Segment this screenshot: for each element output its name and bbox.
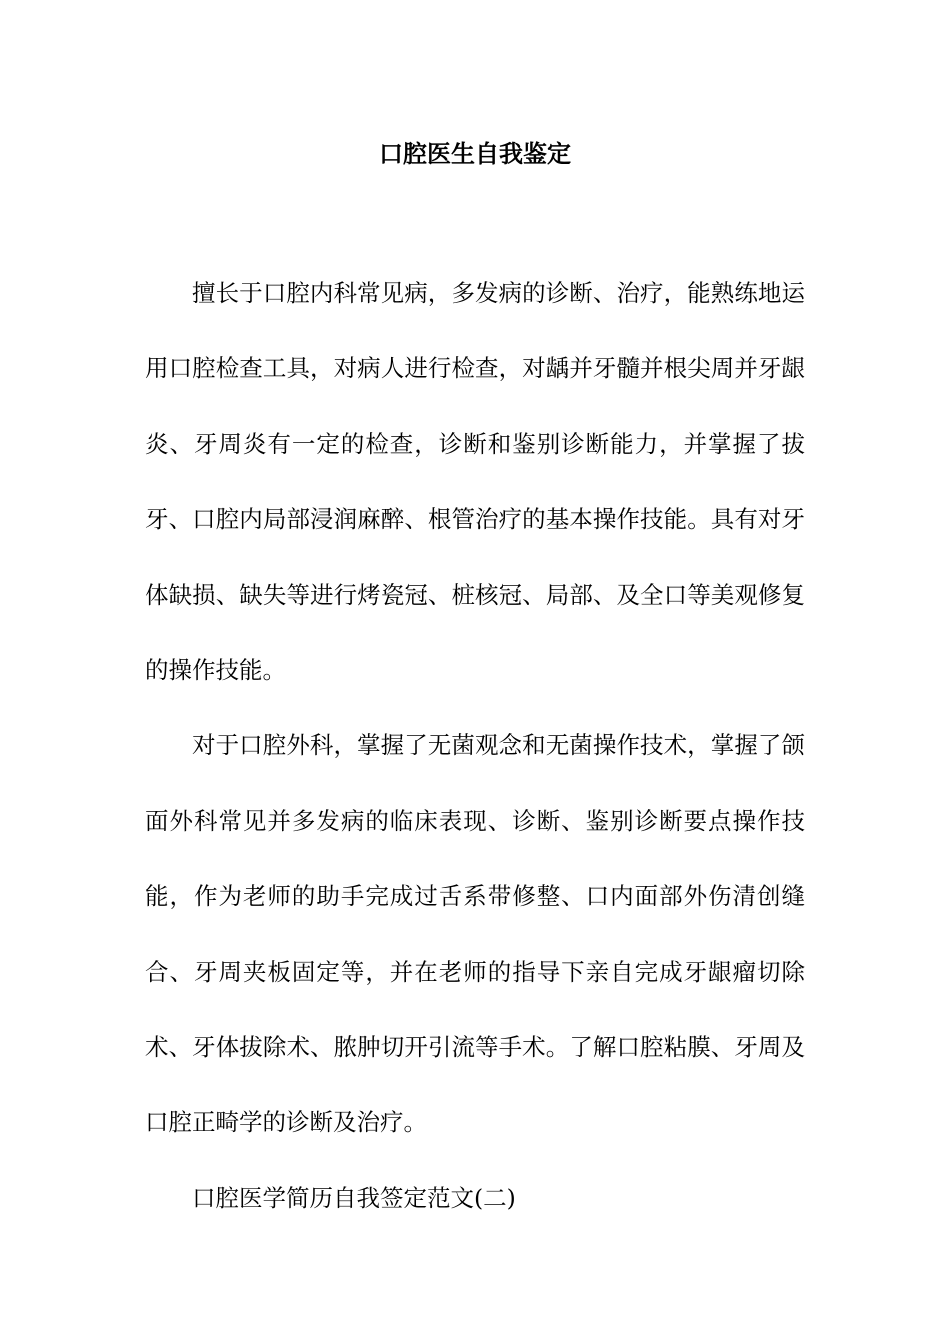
paragraph-oral-medicine: 擅长于口腔内科常见病，多发病的诊断、治疗，能熟练地运用口腔检查工具，对病人进行检查，对龋并牙髓并根尖周并牙龈炎、牙周炎有一定的检查，诊断和鉴别诊断能力，并掌握了拔牙、口腔内局部浸润麻醉、根管治疗的基本操作技能。具有对牙体缺损、缺失等进行烤瓷冠、桩核冠、局部、及全口等美观修复的操作技能。 — [145, 279, 805, 685]
paragraph-oral-surgery: 对于口腔外科，掌握了无菌观念和无菌操作技术，掌握了颌面外科常见并多发病的临床表现、诊断、鉴别诊断要点操作技能，作为老师的助手完成过舌系带修整、口内面部外伤清创缝合、牙周夹板固定等，并在老师的指导下亲自完成牙龈瘤切除术、牙体拔除术、脓肿切开引流等手术。了解口腔粘膜、牙周及口腔正畸学的诊断及治疗。 — [145, 731, 805, 1137]
paragraph-section-heading: 口腔医学简历自我签定范文(二) — [192, 1183, 516, 1212]
document-body — [145, 256, 805, 1236]
document-title: 口腔医生自我鉴定 — [379, 139, 571, 168]
